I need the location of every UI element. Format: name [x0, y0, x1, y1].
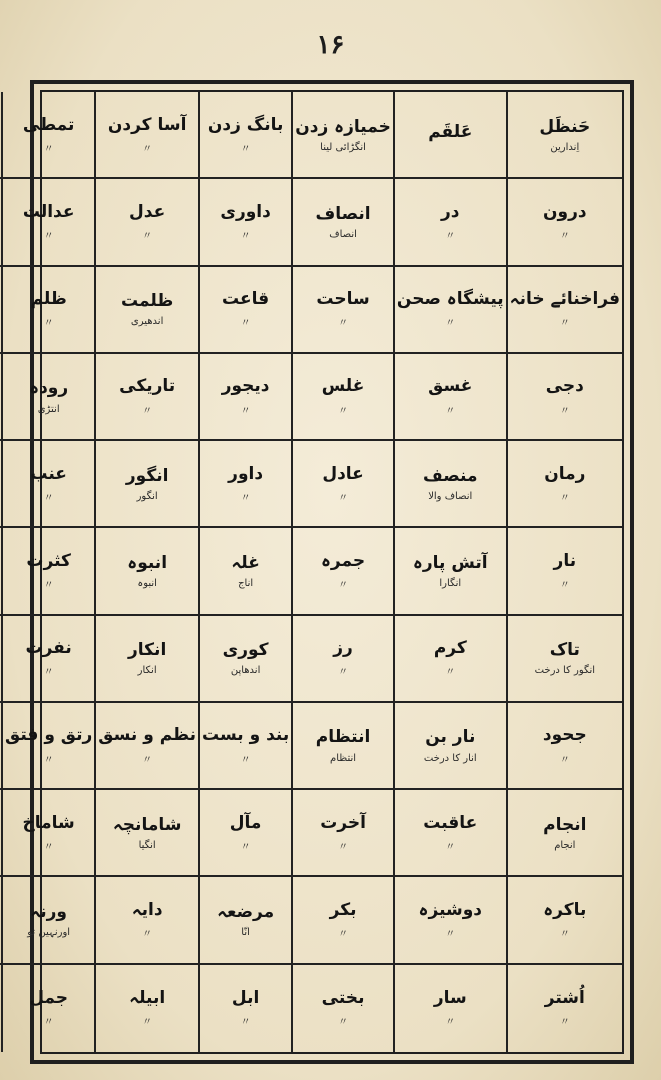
table-cell	[1, 441, 94, 528]
urdu-word: فراخنائے خانہ	[509, 289, 620, 310]
word-gloss: 〃	[559, 318, 570, 330]
urdu-word: نظم و نسق	[98, 725, 196, 746]
table-cell	[198, 616, 291, 703]
table-cell	[506, 703, 622, 790]
urdu-word: کرم	[433, 638, 467, 659]
table-cell	[393, 877, 506, 964]
word-gloss: 〃	[445, 405, 456, 417]
table-cell	[0, 965, 1, 1052]
table-cell	[0, 267, 1, 354]
table-cell	[393, 965, 506, 1052]
urdu-word: داور	[228, 463, 264, 484]
word-gloss: 〃	[338, 841, 349, 853]
urdu-word: داوری	[220, 201, 271, 222]
word-gloss: انّا	[241, 927, 250, 939]
table-cell	[506, 528, 622, 615]
word-gloss: 〃	[43, 754, 54, 766]
word-gloss: انبوہ	[137, 578, 157, 590]
word-gloss: 〃	[559, 405, 570, 417]
urdu-word: سار	[433, 988, 467, 1009]
table-cell	[94, 790, 198, 877]
urdu-word: انکار	[128, 640, 167, 661]
urdu-word: آخرت	[320, 812, 366, 833]
table-cell	[393, 441, 506, 528]
table-cell	[393, 354, 506, 441]
urdu-word: بانگ زدن	[207, 114, 284, 135]
word-gloss: 〃	[240, 318, 251, 330]
urdu-word: رمان	[544, 463, 586, 484]
urdu-word: قاعت	[222, 289, 270, 310]
table-cell	[506, 616, 622, 703]
word-gloss: 〃	[338, 580, 349, 592]
word-gloss: 〃	[338, 318, 349, 330]
table-cell	[291, 703, 393, 790]
table-cell	[0, 877, 1, 964]
urdu-word: عَلقَم	[428, 122, 473, 142]
word-gloss: 〃	[338, 667, 349, 679]
word-gloss: 〃	[445, 667, 456, 679]
table-cell	[0, 354, 1, 441]
table-cell	[198, 441, 291, 528]
table-cell	[506, 790, 622, 877]
urdu-word: رودہ	[29, 378, 69, 399]
urdu-word: انگور	[125, 465, 169, 486]
word-gloss: انکار	[137, 665, 157, 677]
word-gloss: 〃	[240, 492, 251, 504]
table-cell	[0, 790, 1, 877]
word-gloss: انگور کا درخت	[534, 665, 596, 677]
urdu-word: باکرہ	[543, 899, 587, 920]
table-cell	[94, 354, 198, 441]
urdu-word: کثرت	[26, 550, 71, 571]
urdu-word: عاقبت	[423, 812, 478, 833]
table-cell	[198, 92, 291, 179]
word-gloss: 〃	[559, 929, 570, 941]
urdu-word: تاک	[549, 640, 580, 661]
table-cell	[94, 877, 198, 964]
word-gloss: 〃	[43, 143, 54, 155]
table-cell	[506, 877, 622, 964]
table-cell	[291, 790, 393, 877]
table-cell	[0, 703, 1, 790]
table-cell	[506, 354, 622, 441]
urdu-word: مآل	[229, 812, 262, 833]
urdu-word: آسا کردن	[107, 114, 187, 135]
urdu-word: رز	[333, 638, 353, 659]
table-cell	[291, 179, 393, 266]
urdu-word: منصف	[423, 465, 478, 486]
table-cell	[1, 790, 94, 877]
table-cell	[506, 92, 622, 179]
urdu-word: عدالت	[22, 201, 75, 222]
urdu-word: غلس	[321, 376, 365, 397]
vocabulary-table	[5, 92, 622, 1052]
urdu-word: اُشتر	[544, 988, 585, 1009]
table-cell	[198, 267, 291, 354]
word-gloss: 〃	[338, 1017, 349, 1029]
table-cell	[291, 965, 393, 1052]
word-gloss: 〃	[240, 1017, 251, 1029]
word-gloss: 〃	[445, 841, 456, 853]
table-cell	[198, 528, 291, 615]
table-cell	[198, 877, 291, 964]
word-gloss: انصاف	[329, 229, 357, 241]
table-cell	[198, 790, 291, 877]
word-gloss: انار کا درخت	[423, 752, 477, 764]
urdu-word: عدل	[129, 201, 166, 222]
urdu-word: بند و بست	[201, 725, 290, 746]
table-cell	[506, 441, 622, 528]
word-gloss: 〃	[445, 1017, 456, 1029]
word-gloss: 〃	[559, 492, 570, 504]
urdu-word: حَنظَل	[539, 116, 591, 137]
urdu-word: درون	[543, 201, 587, 222]
table-cell	[393, 267, 506, 354]
urdu-word: نار	[553, 550, 577, 571]
table-cell	[1, 92, 94, 179]
word-gloss: 〃	[240, 841, 251, 853]
word-gloss: 〃	[142, 143, 153, 155]
word-gloss: انگارا	[439, 578, 462, 590]
urdu-word: ظلمت	[120, 291, 174, 312]
word-gloss: 〃	[559, 754, 570, 766]
table-cell	[198, 179, 291, 266]
table-cell	[1, 877, 94, 964]
table-cell	[0, 179, 1, 266]
table-cell	[506, 267, 622, 354]
word-gloss: 〃	[43, 841, 54, 853]
table-cell	[291, 92, 393, 179]
table-cell	[1, 267, 94, 354]
table-cell	[1, 965, 94, 1052]
urdu-word: پیشگاہ صحن	[396, 289, 504, 310]
table-cell	[291, 528, 393, 615]
word-gloss: انجام	[554, 839, 576, 851]
urdu-word: آتش پارہ	[412, 552, 488, 573]
word-gloss: 〃	[240, 405, 251, 417]
urdu-word: انبوہ	[127, 552, 168, 573]
word-gloss: اورنہیں تو	[27, 927, 71, 939]
word-gloss: اِندارین	[550, 141, 580, 153]
urdu-word: تمطی	[22, 114, 75, 135]
table-cell	[1, 179, 94, 266]
table-cell	[1, 616, 94, 703]
table-cell	[291, 441, 393, 528]
word-gloss: 〃	[240, 754, 251, 766]
table-cell	[198, 354, 291, 441]
urdu-word: انتظام	[315, 727, 371, 748]
urdu-word: ورنہ	[30, 901, 67, 922]
table-cell	[0, 92, 1, 179]
table-cell	[94, 703, 198, 790]
urdu-word: کوری	[222, 640, 269, 661]
word-gloss: اناج	[238, 578, 254, 590]
word-gloss: 〃	[142, 929, 153, 941]
word-gloss: 〃	[43, 492, 54, 504]
word-gloss: انصاف والا	[428, 490, 473, 502]
word-gloss: 〃	[338, 405, 349, 417]
urdu-word: ابیلہ	[129, 988, 166, 1009]
urdu-word: دیجور	[221, 376, 270, 397]
word-gloss: 〃	[445, 231, 456, 243]
word-gloss: 〃	[338, 492, 349, 504]
urdu-word: شاماخ	[22, 812, 75, 833]
word-gloss: انتڑی	[37, 403, 60, 415]
urdu-word: دوشیزہ	[418, 899, 483, 920]
word-gloss: 〃	[43, 1017, 54, 1029]
urdu-word: نار بن	[425, 727, 476, 748]
urdu-word: عادل	[322, 463, 364, 484]
urdu-word: عنب	[30, 463, 67, 484]
table-cell	[393, 703, 506, 790]
table-cell	[0, 528, 1, 615]
word-gloss: انگیا	[138, 839, 156, 851]
word-gloss: 〃	[240, 231, 251, 243]
word-gloss: 〃	[445, 318, 456, 330]
urdu-word: ظلم	[30, 289, 67, 310]
urdu-word: رتق و فتق	[5, 725, 93, 746]
urdu-word: جحود	[542, 725, 587, 746]
word-gloss: 〃	[43, 667, 54, 679]
table-cell	[1, 703, 94, 790]
urdu-word: جمرہ	[320, 550, 366, 571]
word-gloss: انگور	[136, 490, 158, 502]
word-gloss: 〃	[43, 231, 54, 243]
word-gloss: 〃	[142, 754, 153, 766]
table-cell	[393, 528, 506, 615]
word-gloss: 〃	[142, 231, 153, 243]
table-cell	[291, 354, 393, 441]
table-cell	[393, 616, 506, 703]
urdu-word: غلہ	[231, 552, 260, 573]
table-cell	[506, 179, 622, 266]
table-cell	[393, 790, 506, 877]
word-gloss: 〃	[559, 231, 570, 243]
urdu-word: خمیازہ زدن	[295, 116, 391, 137]
urdu-word: ساحت	[316, 289, 370, 310]
urdu-word: دجی	[545, 376, 584, 397]
urdu-word: انجام	[543, 814, 587, 835]
table-cell	[94, 528, 198, 615]
urdu-word: تاریکی	[119, 376, 176, 397]
table-cell	[198, 965, 291, 1052]
table-cell	[1, 528, 94, 615]
table-cell	[1, 354, 94, 441]
table-cell	[393, 92, 506, 179]
table-inner-frame	[5, 90, 624, 1054]
urdu-word: غسق	[428, 376, 473, 397]
table-cell	[291, 267, 393, 354]
table-cell	[94, 965, 198, 1052]
urdu-word: نفرت	[25, 638, 72, 659]
table-cell	[94, 616, 198, 703]
table-cell	[94, 267, 198, 354]
word-gloss: 〃	[142, 1017, 153, 1029]
table-cell	[0, 441, 1, 528]
word-gloss: 〃	[559, 1017, 570, 1029]
table-cell	[393, 179, 506, 266]
word-gloss: 〃	[338, 929, 349, 941]
word-gloss: انگڑائی لینا	[320, 141, 366, 153]
table-cell	[0, 616, 1, 703]
word-gloss: 〃	[142, 405, 153, 417]
word-gloss: انتظام	[330, 752, 357, 764]
word-gloss: 〃	[559, 580, 570, 592]
word-gloss: 〃	[43, 580, 54, 592]
table-cell	[94, 179, 198, 266]
table-cell	[506, 965, 622, 1052]
table-cell	[94, 92, 198, 179]
urdu-word: جمل	[29, 988, 69, 1009]
table-cell	[291, 877, 393, 964]
urdu-word: ابل	[231, 988, 260, 1009]
table-cell	[198, 703, 291, 790]
word-gloss: اندھیری	[130, 316, 164, 328]
urdu-word: بکر	[329, 899, 357, 920]
word-gloss: 〃	[43, 318, 54, 330]
table-frame	[5, 80, 634, 1064]
page-number: ۱۶	[316, 30, 345, 60]
urdu-word: مرضعہ	[217, 901, 275, 922]
word-gloss: 〃	[240, 143, 251, 155]
table-cell	[291, 616, 393, 703]
table-cell	[94, 441, 198, 528]
urdu-word: دایہ	[131, 899, 163, 920]
urdu-word: انصاف	[315, 203, 371, 224]
urdu-word: شامانچہ	[112, 814, 182, 835]
urdu-word: در	[441, 201, 460, 222]
word-gloss: اندھاپن	[230, 665, 261, 677]
word-gloss: 〃	[445, 929, 456, 941]
urdu-word: بختی	[321, 988, 365, 1009]
